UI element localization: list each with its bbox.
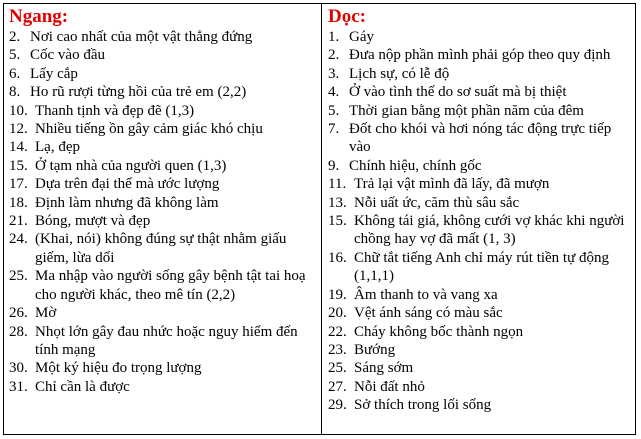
down-clue xyxy=(328,175,631,193)
clue-number: 26. xyxy=(9,305,28,322)
clue-text: Ở tạm nhà của người quen (1,3) xyxy=(35,157,227,174)
clue-number: 28. xyxy=(9,323,28,340)
down-clue xyxy=(328,304,631,322)
clue-text: Sở thích trong lối sống xyxy=(354,397,492,414)
across-clue xyxy=(9,212,317,230)
across-clue xyxy=(9,378,317,396)
clue-text: Bóng, mượt và đẹp xyxy=(35,213,151,230)
down-clue xyxy=(328,46,631,64)
clue-text: Bướng xyxy=(354,341,396,358)
clue-text: Đưa nộp phần mình phải góp theo quy định xyxy=(349,47,611,64)
clue-text: Chỉ cần là được xyxy=(35,378,130,395)
across-clue xyxy=(9,359,317,377)
down-clue xyxy=(328,65,631,83)
down-clue xyxy=(328,194,631,212)
clue-number: 8. xyxy=(9,84,21,101)
clue-number: 24. xyxy=(9,231,28,248)
clue-number: 1. xyxy=(328,29,340,45)
clues-table xyxy=(3,3,636,435)
clue-text: Lạ, đẹp xyxy=(35,139,80,156)
down-clue xyxy=(328,28,631,46)
clue-text: Nỗi đất nhỏ xyxy=(354,378,425,395)
down-clue xyxy=(328,359,631,377)
across-clue xyxy=(9,65,317,83)
clue-number: 2. xyxy=(328,47,340,64)
across-clue-list xyxy=(9,28,317,396)
down-clue xyxy=(328,396,631,414)
across-clue xyxy=(9,83,317,101)
clue-text: Chính hiệu, chính gốc xyxy=(349,157,482,174)
across-clue xyxy=(9,230,317,267)
clue-number: 11. xyxy=(328,176,347,193)
across-clue xyxy=(9,267,317,304)
clue-text: Nơi cao nhất của một vật thẳng đứng xyxy=(30,29,253,45)
down-clue xyxy=(328,378,631,396)
clue-number: 14. xyxy=(9,139,28,156)
clue-text: Vệt ánh sáng có màu sắc xyxy=(354,305,503,322)
clue-text: Cháy không bốc thành ngọn xyxy=(354,323,524,340)
clue-number: 30. xyxy=(9,360,28,377)
clue-number: 27. xyxy=(328,378,347,395)
down-clue xyxy=(328,249,631,286)
clue-text: Không tái giá, không cưới vợ khác khi người chồng hay vợ đã mất (1, 3) xyxy=(354,213,625,248)
clue-number: 21. xyxy=(9,213,28,230)
clue-text: Lịch sự, có lễ độ xyxy=(349,65,450,82)
across-clue xyxy=(9,175,317,193)
across-clue xyxy=(9,304,317,322)
clue-text: Mờ xyxy=(35,305,57,322)
clue-text: Trả lại vật mình đã lấy, đã mượn xyxy=(354,176,550,193)
down-clue xyxy=(328,341,631,359)
clue-number: 2. xyxy=(9,29,21,45)
clue-text: Nỗi uất ức, căm thù sâu sắc xyxy=(354,194,520,211)
clue-text: Lấy cắp xyxy=(30,65,78,82)
clue-text: Một ký hiệu đo trọng lượng xyxy=(35,360,202,377)
down-clue xyxy=(328,212,631,249)
down-clue xyxy=(328,102,631,120)
clue-text: Thời gian bằng một phần năm của đêm xyxy=(349,102,584,119)
down-clue xyxy=(328,83,631,101)
across-clue xyxy=(9,157,317,175)
down-column xyxy=(322,4,635,434)
across-clue xyxy=(9,323,317,360)
down-heading: Dọc: xyxy=(328,6,366,27)
down-clue xyxy=(328,323,631,341)
clue-number: 20. xyxy=(328,305,347,322)
across-clue xyxy=(9,194,317,212)
across-clue xyxy=(9,46,317,64)
clue-text: Chữ tắt tiếng Anh chỉ máy rút tiền tự động (1,1,1) xyxy=(354,249,609,285)
clue-number: 5. xyxy=(9,47,21,64)
clue-text: Nhiều tiếng ồn gây cảm giác khó chịu xyxy=(35,121,263,138)
clue-number: 9. xyxy=(328,157,340,174)
clue-number: 3. xyxy=(328,65,340,82)
clue-number: 12. xyxy=(9,121,28,138)
clue-number: 25. xyxy=(328,360,347,377)
clue-number: 6. xyxy=(9,65,21,82)
clue-text: Định làm nhưng đã không làm xyxy=(35,194,219,211)
clue-text: Ở vào tình thế do sơ suất mà bị thiệt xyxy=(349,84,567,101)
down-clue xyxy=(328,157,631,175)
clue-number: 16. xyxy=(328,249,347,266)
clue-text: Gáy xyxy=(349,29,374,45)
clue-number: 7. xyxy=(328,121,340,138)
clue-text: Sáng sớm xyxy=(354,360,414,377)
clue-number: 15. xyxy=(328,213,347,230)
clue-text: Đốt cho khói và hơi nóng tác động trực tiếp vào xyxy=(349,121,612,156)
clue-text: Nhọt lớn gây đau nhức hoặc nguy hiểm đến tính mạng xyxy=(35,323,298,358)
clue-number: 4. xyxy=(328,84,340,101)
down-clue-list xyxy=(328,28,631,415)
clue-number: 29. xyxy=(328,397,347,414)
across-column xyxy=(4,4,322,434)
across-clue xyxy=(9,120,317,138)
clue-text: Âm thanh to và vang xa xyxy=(354,286,498,303)
clue-text: Thanh tịnh và đẹp đẽ (1,3) xyxy=(35,102,195,119)
down-clue xyxy=(328,286,631,304)
clue-text: (Khai, nói) không đúng sự thật nhằm giấu giếm, lừa dối xyxy=(35,231,287,266)
clue-number: 17. xyxy=(9,176,28,193)
clue-number: 22. xyxy=(328,323,347,340)
clue-number: 13. xyxy=(328,194,347,211)
clue-number: 31. xyxy=(9,378,28,395)
clue-text: Cốc vào đầu xyxy=(30,47,105,64)
clue-number: 25. xyxy=(9,268,28,285)
clue-number: 23. xyxy=(328,341,347,358)
clue-number: 15. xyxy=(9,157,28,174)
across-clue xyxy=(9,28,317,46)
clue-text: Ma nhập vào người sống gây bệnh tật tai hoạ cho người khác, theo mê tín (2,2) xyxy=(35,268,306,303)
across-clue xyxy=(9,138,317,156)
across-heading: Ngang: xyxy=(9,6,69,27)
clue-text: Dựa trên đại thể mà ước lượng xyxy=(35,176,220,193)
clue-number: 5. xyxy=(328,102,340,119)
across-clue xyxy=(9,102,317,120)
clue-text: Ho rũ rượi từng hồi của trẻ em (2,2) xyxy=(30,84,247,101)
clue-number: 19. xyxy=(328,286,347,303)
clue-number: 18. xyxy=(9,194,28,211)
clue-number: 10. xyxy=(9,102,28,119)
down-clue xyxy=(328,120,631,157)
